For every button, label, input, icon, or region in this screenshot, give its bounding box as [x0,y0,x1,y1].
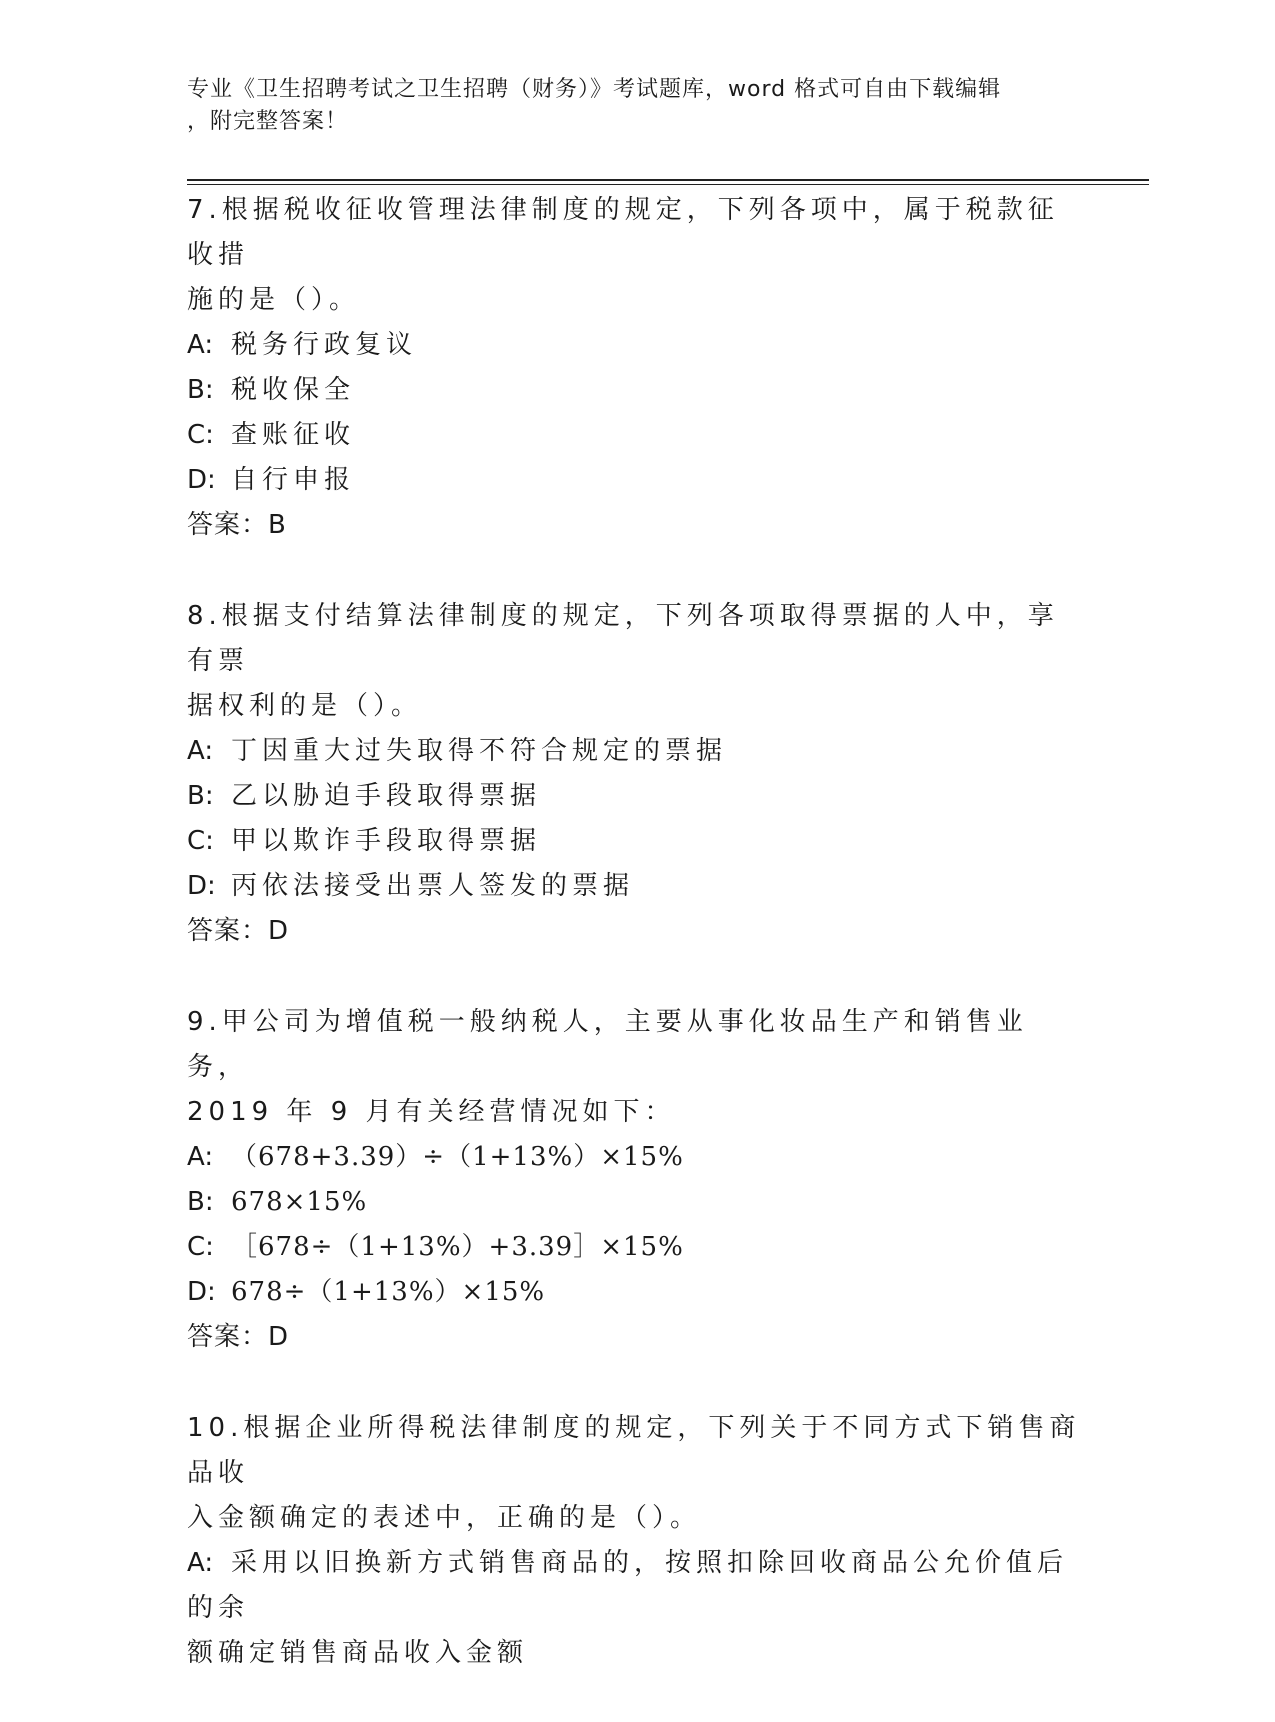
question-stem: 10.根据企业所得税法律制度的规定，下列关于不同方式下销售商品收 [187,1413,1081,1488]
option-a-continued [187,1631,1087,1676]
option-text: 乙以胁迫手段取得票据 [231,781,542,811]
option-letter: C: [187,826,214,856]
option-text: 额确定销售商品收入金额 [187,1638,529,1668]
option-text: 查账征收 [231,420,356,450]
option-text: （678+3.39）÷（1+13%）×15% [231,1142,684,1172]
header-line-2: ，附完整答案！ [187,109,349,134]
question-stem-continued: 入金额确定的表述中，正确的是（）。 [187,1503,702,1533]
option-letter: C: [187,420,214,450]
option-text: ［678÷（1+13%）+3.39］×15% [231,1232,684,1262]
option-letter: A: [187,736,214,766]
option-text: 甲以欺诈手段取得票据 [231,826,542,856]
option-text: 678÷（1+13%）×15% [231,1277,546,1307]
header-divider-thick [187,179,1149,181]
option-a [187,1135,1087,1180]
option-a [187,1541,1087,1631]
header-divider-thin [187,184,1149,185]
option-letter: D: [187,1277,216,1307]
option-letter: D: [187,871,216,901]
question-10 [187,1406,1087,1676]
option-letter: B: [187,1187,214,1217]
option-text: 采用以旧换新方式销售商品的，按照扣除回收商品公允价值后的余 [187,1548,1069,1623]
answer-line: 答案：D [187,916,290,946]
option-text: 税收保全 [231,375,356,405]
option-text: 税务行政复议 [231,330,418,360]
answer-line: 答案：B [187,510,287,540]
answer-line: 答案：D [187,1322,290,1352]
question-stem-continued: 施的是（）。 [187,285,361,315]
option-letter: A: [187,1142,214,1172]
document-header [187,74,1087,138]
option-d [187,458,1087,503]
question-stem: 7.根据税收征收管理法律制度的规定，下列各项中，属于税款征收措 [187,195,1059,270]
option-letter: B: [187,781,214,811]
option-c [187,1225,1087,1270]
question-list [187,188,1087,1722]
question-stem: 9.甲公司为增值税一般纳税人，主要从事化妆品生产和销售业务， [187,1007,1028,1082]
option-d [187,864,1087,909]
option-letter: D: [187,465,216,495]
option-letter: A: [187,1548,214,1578]
option-letter: B: [187,375,214,405]
option-text: 678×15% [231,1187,368,1217]
option-a [187,323,1087,368]
option-text: 丙依法接受出票人签发的票据 [231,871,635,901]
option-text: 丁因重大过失取得不符合规定的票据 [231,736,728,766]
option-c [187,413,1087,458]
option-letter: A: [187,330,214,360]
question-stem-continued: 据权利的是（）。 [187,691,423,721]
header-line-1: 专业《卫生招聘考试之卫生招聘（财务）》考试题库，word 格式可自由下载编辑 [187,77,1002,102]
option-c [187,819,1087,864]
question-7 [187,188,1087,548]
option-b [187,1180,1087,1225]
option-a [187,729,1087,774]
question-9 [187,1000,1087,1360]
question-8 [187,594,1087,954]
option-b [187,774,1087,819]
option-text: 自行申报 [231,465,356,495]
option-b [187,368,1087,413]
option-d [187,1270,1087,1315]
question-stem-continued: 2019 年 9 月有关经营情况如下： [187,1097,676,1127]
option-letter: C: [187,1232,214,1262]
question-stem: 8.根据支付结算法律制度的规定，下列各项取得票据的人中，享有票 [187,601,1059,676]
